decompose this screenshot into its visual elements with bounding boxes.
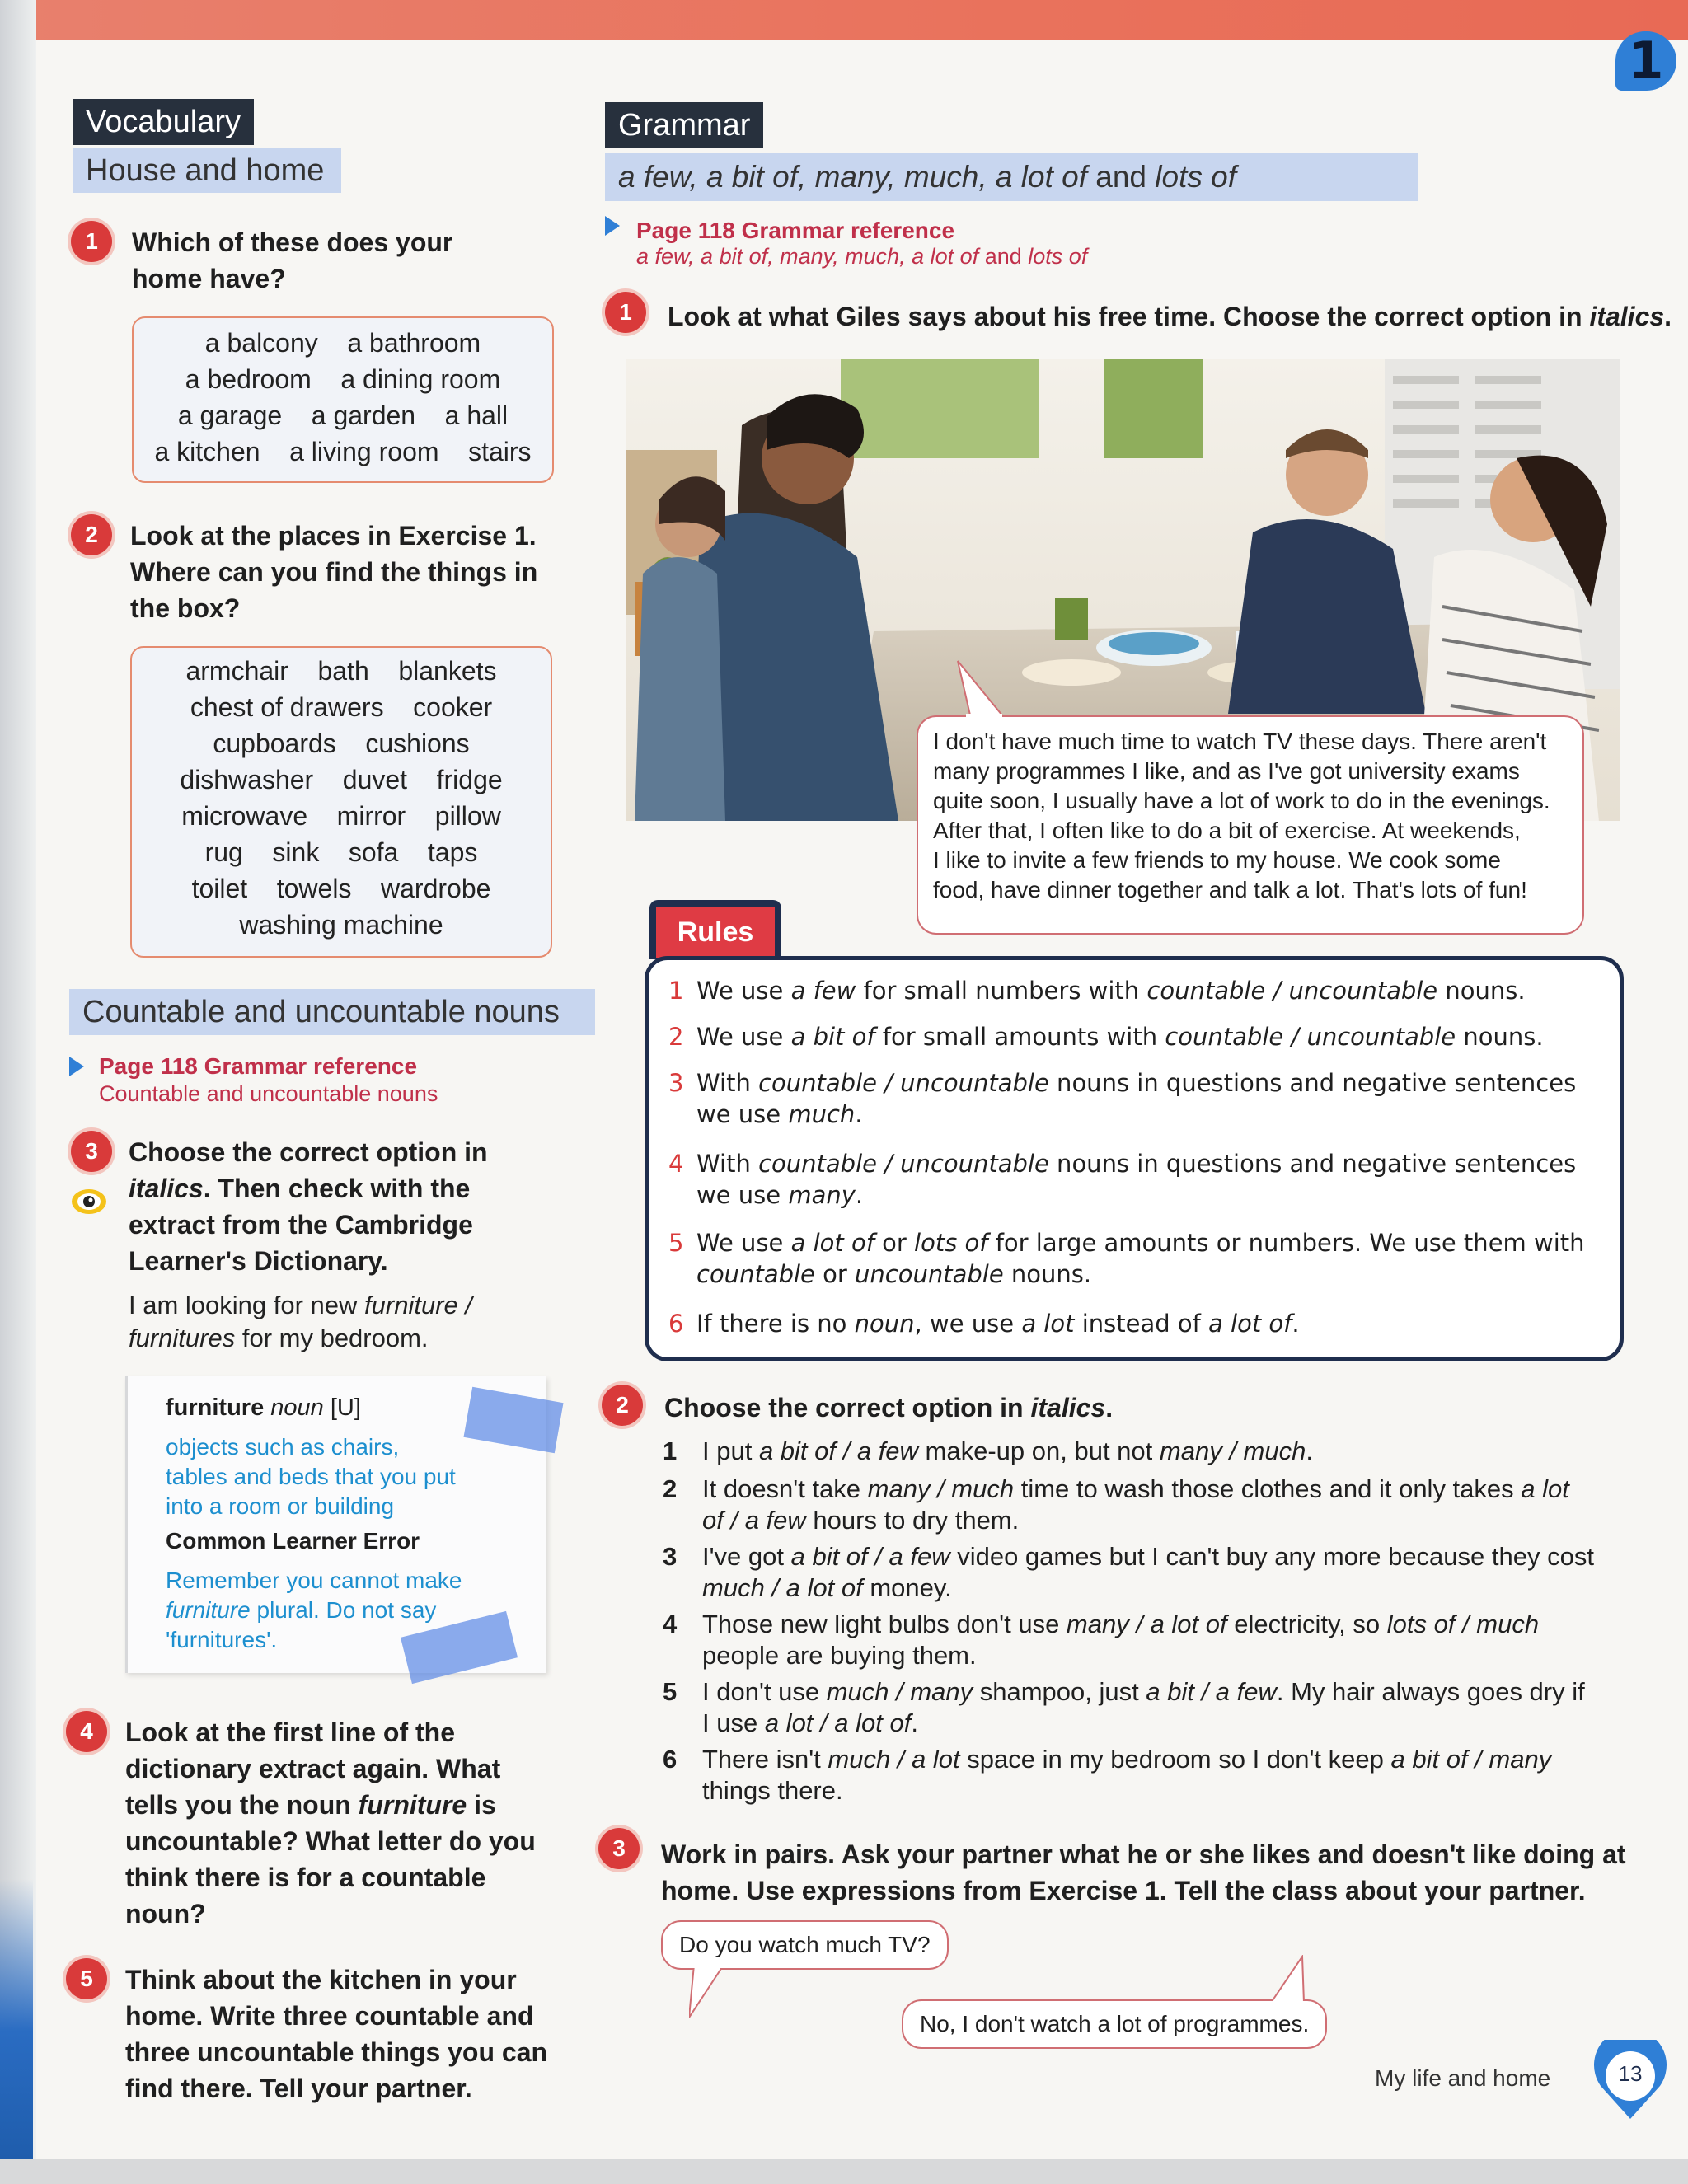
rule-text: nouns in questions and negative sentences [1048,1150,1577,1178]
rule-text: a few [790,977,856,1005]
rule-text: we use [696,1100,789,1128]
exercise-1-number: 1 [71,221,112,262]
rule-number: 5 [668,1229,684,1257]
rule-text: uncountable [855,1260,1004,1288]
speech-line: food, have dinner together and talk a lot. That's lots of fun! [933,877,1527,902]
ex2-item-number: 6 [663,1745,678,1774]
vocabulary-subtab: House and home [73,148,341,193]
tape-decoration-top [463,1387,563,1454]
ex2-text: many / much [1159,1436,1306,1465]
ex2-text: a bit of / a few [758,1436,918,1465]
rule-text: for small numbers with [856,977,1147,1005]
rule-item [668,1227,1592,1290]
grammar-ex1-question: Look at what Giles says about his free time. Choose the correct option in italics. [668,302,1672,331]
grammar-exercise-2-number: 2 [602,1385,643,1426]
rule-text: countable / uncountable [758,1150,1049,1178]
rule-text: If there is no [696,1310,855,1338]
ex2-text: . [1306,1436,1313,1465]
countable-ref-subtitle: Countable and uncountable nouns [99,1081,438,1106]
rule-text: for small amounts with [874,1023,1165,1051]
countable-ex5-question: Think about the kitchen in your home. Write three countable and three uncountable things you can find there. Tell your partner. [125,1965,548,2103]
ex2-item [663,1609,1627,1671]
rule-text: countable / uncountable [758,1069,1049,1097]
ex2-line [702,1775,1627,1807]
ex2-line [702,1609,1627,1640]
rule-text: for large amounts or numbers. We use them with [987,1229,1585,1257]
ex2-item [663,1541,1627,1604]
rule-text: many [788,1181,856,1209]
ex2-text: a lot [1521,1474,1569,1503]
ex2-text: much / a lot [828,1745,960,1774]
speech-line: After that, I often like to do a bit of exercise. At weekends, [933,818,1521,843]
giles-speech-bubble [917,715,1584,935]
rule-text: lots of [914,1229,988,1257]
ex2-item [663,1676,1627,1739]
ex2-text: electricity, so [1226,1610,1387,1638]
rule-text: a lot of [1208,1310,1292,1338]
rule-text: much [788,1100,856,1128]
ex2-line [702,1541,1627,1572]
ex2-text: money. [862,1573,952,1602]
grammar-ref-subtitle: a few, a bit of, many, much, a lot of and lots of [636,244,1088,269]
dictionary-error-title: Common Learner Error [166,1528,420,1554]
grammar-ex3-question: Work in pairs. Ask your partner what he or she likes and doesn't like doing at home. Use expressions from Exercise 1. Tell the class about your partner. [661,1840,1626,1905]
rule-line [696,1258,1592,1290]
ex2-text: I don't use [702,1677,827,1706]
ex2-text: hours to dry them. [805,1506,1020,1535]
vocabulary-tab: Vocabulary [73,99,254,145]
answer-bubble-tail [1269,1955,1311,2004]
dictionary-error-note: Remember you cannot make furniture plural. Do not say 'furnitures'. [166,1568,462,1652]
ex2-text: a lot / a lot of [764,1708,912,1737]
rule-text: countable / uncountable [1165,1023,1456,1051]
countable-ex3-question: Choose the correct option in italics. Then check with the extract from the Cambridge Learner's Dictionary. [129,1137,488,1276]
ex2-item-number: 5 [663,1677,678,1706]
rule-number: 4 [668,1150,684,1178]
grammar-ref-arrow-2 [605,216,620,236]
rule-item [668,1148,1592,1211]
speech-line: I like to invite a few friends to my house. We cook some [933,847,1501,873]
ex2-text: much / a lot of [702,1573,863,1602]
word-box-2-line: cupboards cushions [213,729,470,758]
grammar-exercise-3-number: 3 [598,1828,640,1869]
ex2-item-number: 4 [663,1610,678,1638]
rule-number: 2 [668,1023,684,1051]
word-box-1-line: a balcony a bathroom [204,328,481,358]
exercise-3-number: 3 [71,1131,112,1172]
rule-text: we use [696,1181,789,1209]
rule-text: With [696,1150,759,1178]
footer-section-title: My life and home [1375,2065,1551,2091]
dialogue-bubble-answer: No, I don't watch a lot of programmes. [902,1999,1327,2049]
rule-item [668,1067,1592,1130]
rule-text: nouns. [1003,1260,1092,1288]
countable-ex3-sentence: I am looking for new furniture / furnitures for my bedroom. [129,1291,472,1352]
speech-line: I don't have much time to watch TV these days. There aren't [933,729,1547,754]
word-box-1-line: a garage a garden a hall [177,401,509,430]
grammar-subtab: a few, a bit of, many, much, a lot of and lots of [605,153,1418,201]
grammar-ref-link[interactable]: Page 118 Grammar reference [636,218,955,243]
word-box-1-line: a bedroom a dining room [185,364,501,394]
rule-text: We use [696,1229,791,1257]
rules-label: Rules [656,907,775,958]
spine-blue-edge [0,1879,33,2184]
exercise-5-number: 5 [66,1958,107,1999]
word-box-2-line: dishwasher duvet fridge [180,765,503,794]
rule-text: a lot [1021,1310,1075,1338]
exercise-2-number: 2 [71,514,112,555]
rule-text: . [855,1181,864,1209]
ex2-text: much / many [826,1677,973,1706]
dictionary-headword: furniture noun [U] [166,1394,361,1421]
speech-bubble-tail [954,659,1004,720]
grammar-ex2-question: Choose the correct option in italics. [664,1393,1114,1422]
ex2-line [702,1744,1627,1775]
rule-number: 3 [668,1069,684,1097]
word-box-2-line: rug sink sofa taps [204,837,478,867]
ex2-text: many / much [867,1474,1015,1503]
ex2-line [702,1505,1627,1536]
word-box-2-line: chest of drawers cooker [190,692,493,722]
speech-line: many programmes I like, and as I've got university exams [933,758,1520,784]
vocab-word-box-1 [132,316,554,483]
rule-text: We use [696,1023,791,1051]
page-number: 13 [1618,2061,1643,2086]
rule-text: or [814,1260,856,1288]
ex2-text: people are buying them. [702,1641,977,1670]
dictionary-extract [125,1376,546,1673]
rules-box [645,956,1624,1361]
rule-line [696,1148,1592,1179]
rule-line [696,1227,1592,1258]
ex2-text: video games but I can't buy any more because they cost [950,1542,1594,1571]
ex2-text: things there. [702,1776,843,1805]
ex2-line [702,1676,1627,1708]
bottom-edge [0,2159,1688,2184]
ex2-text: . My hair always goes dry if [1276,1677,1585,1706]
ex2-item [663,1744,1627,1807]
countable-ref-link[interactable]: Page 118 Grammar reference [99,1053,418,1079]
dictionary-definition: objects such as chairs, tables and beds that you put into a room or building [166,1434,456,1519]
ex2-text: It doesn't take [702,1474,868,1503]
ex2-text: I use [702,1708,765,1737]
vocab-ex1-question: Which of these does your home have? [132,227,453,293]
word-box-2-line: armchair bath blankets [185,656,497,686]
countable-heading: Countable and uncountable nouns [69,989,595,1035]
word-box-2-line: washing machine [239,910,443,940]
exercise-4-number: 4 [66,1711,107,1752]
rule-text: nouns in questions and negative sentences [1048,1069,1577,1097]
countable-ex4-question: Look at the first line of the dictionary extract again. What tells you the noun furniture is uncountable? What letter do you think there is for a countable noun? [125,1718,536,1929]
grammar-exercise-1-number: 1 [605,292,646,333]
ex2-line [702,1640,1627,1671]
unit-number-badge: 1 [1615,31,1676,91]
ex2-text: Those new light bulbs don't use [702,1610,1067,1638]
speech-line: quite soon, I usually have a lot of work to do in the evenings. [933,788,1550,813]
rule-line [696,975,1592,1006]
rule-text: nouns. [1437,977,1526,1005]
ex2-item-number: 1 [663,1436,678,1465]
rule-text: noun [854,1310,915,1338]
ex2-text: lots of / much [1386,1610,1540,1638]
grammar-ref-arrow [69,1057,84,1076]
ex2-item [663,1474,1627,1536]
dictionary-eye-icon [69,1185,110,1218]
rule-item [668,1021,1592,1052]
word-box-2-line: toilet towels wardrobe [191,874,491,903]
ex2-item [663,1436,1627,1467]
question-bubble-tail [689,1965,730,2019]
book-spine-shadow [0,0,36,2184]
ex2-line [702,1474,1627,1505]
ex2-text: . [911,1708,918,1737]
rule-text: We use [696,977,791,1005]
ex2-line [702,1708,1627,1739]
dialogue-bubble-question: Do you watch much TV? [661,1920,949,1970]
ex2-text: of / a few [702,1506,806,1535]
word-box-1-line: a kitchen a living room stairs [154,437,532,466]
rule-text: , we use [914,1310,1022,1338]
rule-text: countable / uncountable [1146,977,1438,1005]
vocab-ex2-question: Look at the places in Exercise 1. Where can you find the things in the box? [130,521,538,623]
rule-line [696,1021,1592,1052]
rule-number: 1 [668,977,684,1005]
rule-item [668,1308,1592,1339]
ex2-text: time to wash those clothes and it only takes [1014,1474,1522,1503]
rule-text: countable [696,1260,815,1288]
ex2-line [702,1572,1627,1604]
ex2-item-number: 3 [663,1542,678,1571]
rule-text: With [696,1069,759,1097]
ex2-text: I put [702,1436,759,1465]
page-number-pin [1591,2040,1670,2122]
grammar-tab: Grammar [605,102,763,148]
rule-text: . [1292,1310,1300,1338]
rule-text: a bit of [790,1023,875,1051]
rule-line [696,1099,1592,1130]
ex2-item-number: 2 [663,1474,678,1503]
ex2-text: There isn't [702,1745,828,1774]
ex2-text: shampoo, just [973,1677,1146,1706]
ex2-text: a bit of / a few [790,1542,950,1571]
top-color-band [0,0,1688,40]
word-box-2-line: microwave mirror pillow [181,801,501,831]
rule-line [696,1179,1592,1211]
rule-line [696,1308,1592,1339]
rule-number: 6 [668,1310,684,1338]
ex2-text: I've got [702,1542,791,1571]
ex2-text: a bit of / many [1390,1745,1552,1774]
vocab-word-box-2 [130,646,552,958]
rule-line [696,1067,1592,1099]
rule-text: instead of [1074,1310,1209,1338]
ex2-text: many / a lot of [1066,1610,1227,1638]
ex2-text: space in my bedroom so I don't keep [959,1745,1391,1774]
rule-text: or [874,1229,915,1257]
ex2-text: a bit / a few [1146,1677,1277,1706]
ex2-text: make-up on, but not [917,1436,1160,1465]
rule-text: nouns. [1456,1023,1544,1051]
rule-text: . [855,1100,863,1128]
rule-item [668,975,1592,1006]
ex2-line [702,1436,1627,1467]
rule-text: a lot of [790,1229,874,1257]
